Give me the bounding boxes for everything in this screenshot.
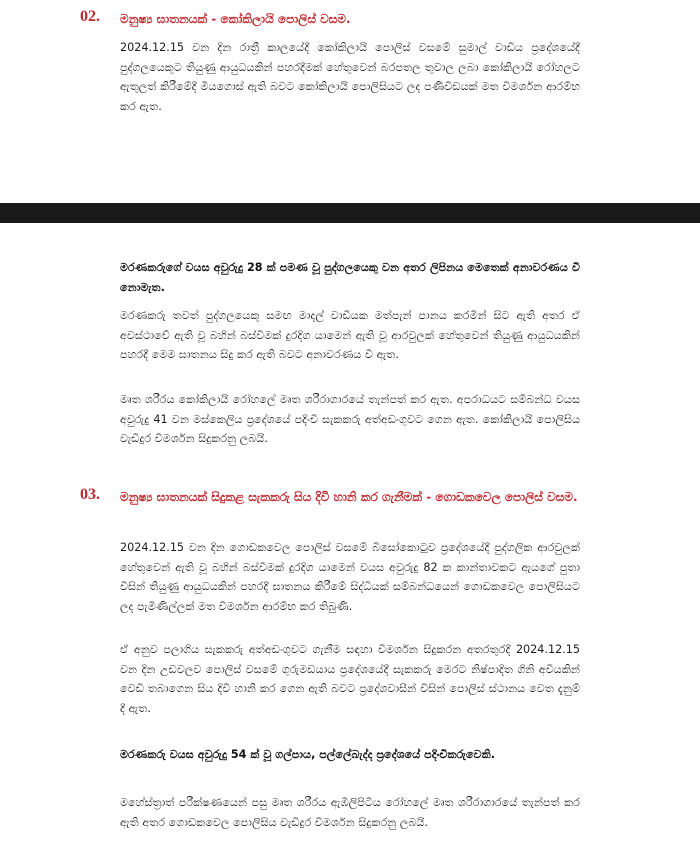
section-2-heading: මනුෂ්‍ය ඝාතනයක් - කෝකිලායි පොලිස් වසම.: [120, 12, 351, 26]
section-2-number: 02.: [80, 8, 100, 25]
section-2-paragraph-1: 2024.12.15 වන දින රාත්‍රී කාලයේදී කෝකිලායි පොලිස් වසමේ සුමාල් වාඩිය ප්‍රදේශයේදී පුද්ගලයෙකුට තියුණු ආයුධයකින් පහරදීමක් හේතුවෙන් බරපතල තුවාල ලබා කෝකිලායි රෝහලට ඇතුලත් කිරීමේදී මියගොස් ඇති බවට කෝකිලායි පොලිසියට ලද පණිවිඩයක් මත විමර්ශන ආරම්භ කර ඇත.: [120, 41, 580, 113]
section-3-paragraph-4: මහේස්ත්‍රාත් පරීක්ෂණයෙන් පසු මෘත ශරීරය ඇඹිලිපිටිය රෝහලේ මෘත ශරීරාගාරයේ තැන්පත් කර ඇති අතර ගොඩකවෙල පොලිසිය වැඩිදුර විමර්ශන සිදුකරනු ලබයි.: [120, 796, 580, 829]
page-separator-band: [0, 203, 700, 223]
section-2-paragraph-2: මරණකරුගේ වයස අවුරුදු 28 ක් පමණ වූ පුද්ගලයෙකු වන අතර ලිපිනය මෙතෙක් අනාවරණය වී නොමැත.: [120, 261, 580, 294]
section-2-paragraph-4: මෘත ශරීරය කෝකිලායි රෝහලේ මෘත ශරීරාගාරයේ තැන්පත් කර ඇත. අපරාධයට සම්බන්ධ වයස අවුරුදු 41 වන මස්කෙලිය ප්‍රදේශයේ පදිංචි සැකකරු අත්අඩංගුවට ගෙන ඇත. කෝකිලායි පොලිසිය වැඩිදුර විමර්ශන සිදුකරනු ලබයි.: [120, 393, 580, 445]
section-2-paragraph-3: මරණකරු තවත් පුද්ගලයෙකු සමඟ මාදල් වාඩියක මත්පැන් පානය කරමින් සිට ඇති අතර ඒ අවස්ථාවේ ඇති වූ බහින් බස්වීමක් දුරදිග යාමෙන් ඇති වූ ආරවුලක් හේතුවෙන් තියුණු ආයුධයකින් පහරදී මෙම ඝාතනය සිදු කර ඇති බවට අනාවරණය වී ඇත.: [120, 309, 580, 361]
section-3-number: 03.: [80, 486, 100, 503]
section-3-paragraph-3: මරණකරු වයස අවුරුදු 54 ක් වූ ගල්පාය, පල්ලේබැද්ද ප්‍රදේශයේ පදිංචිකරුවෙකි.: [120, 748, 496, 761]
section-3-heading: මනුෂ්‍ය ඝාතනයක් සිදුකළ සැකකරු සිය දිවි හානි කර ගැනීමක් - ගොඩකවෙල පොලිස් වසම.: [120, 490, 578, 504]
section-3-paragraph-1: 2024.12.15 වන දින ගොඩකවෙල පොලිස් වසමේ බිසෝකොටුව ප්‍රදේශයේදී පුද්ගලික ආරවුලක් හේතුවෙන් ඇති වූ බහින් බස්වීමක් දුරදිග යාමෙන් වයස අවුරුදු 82 ක කාන්තාවකට ඇයගේ පුතා විසින් තියුණු ආයුධයකින් පහරදී ඝාතනය කිරීමේ සිද්ධියක් සම්බන්ධයෙන් ගොඩකවෙල පොලිසියට ලද පැමිණිල්ලක් මත විමර්ශන ආරම්භ කර තිබුණි.: [120, 541, 580, 613]
section-3-paragraph-2: ඒ අනුව පලාගිය සැකකරු අත්අඩංගුවට ගැනීම සඳහා විමර්ශන සිදුකරන අතරතුරදී 2024.12.15 වන දින උඩවලව පොලිස් වසමේ ගුරුමඩයාය ප්‍රදේශයේදී සැකකරු මෙරට නිෂ්පාදිත ගිනි අවියකින් වෙඩි තබාගෙන සිය දිවි හානි කර ගෙන ඇති බවට ප්‍රදේශවාසීන් විසින් පොලිස් ස්ථානය වෙත දැනුම් දී ඇත.: [120, 643, 580, 715]
